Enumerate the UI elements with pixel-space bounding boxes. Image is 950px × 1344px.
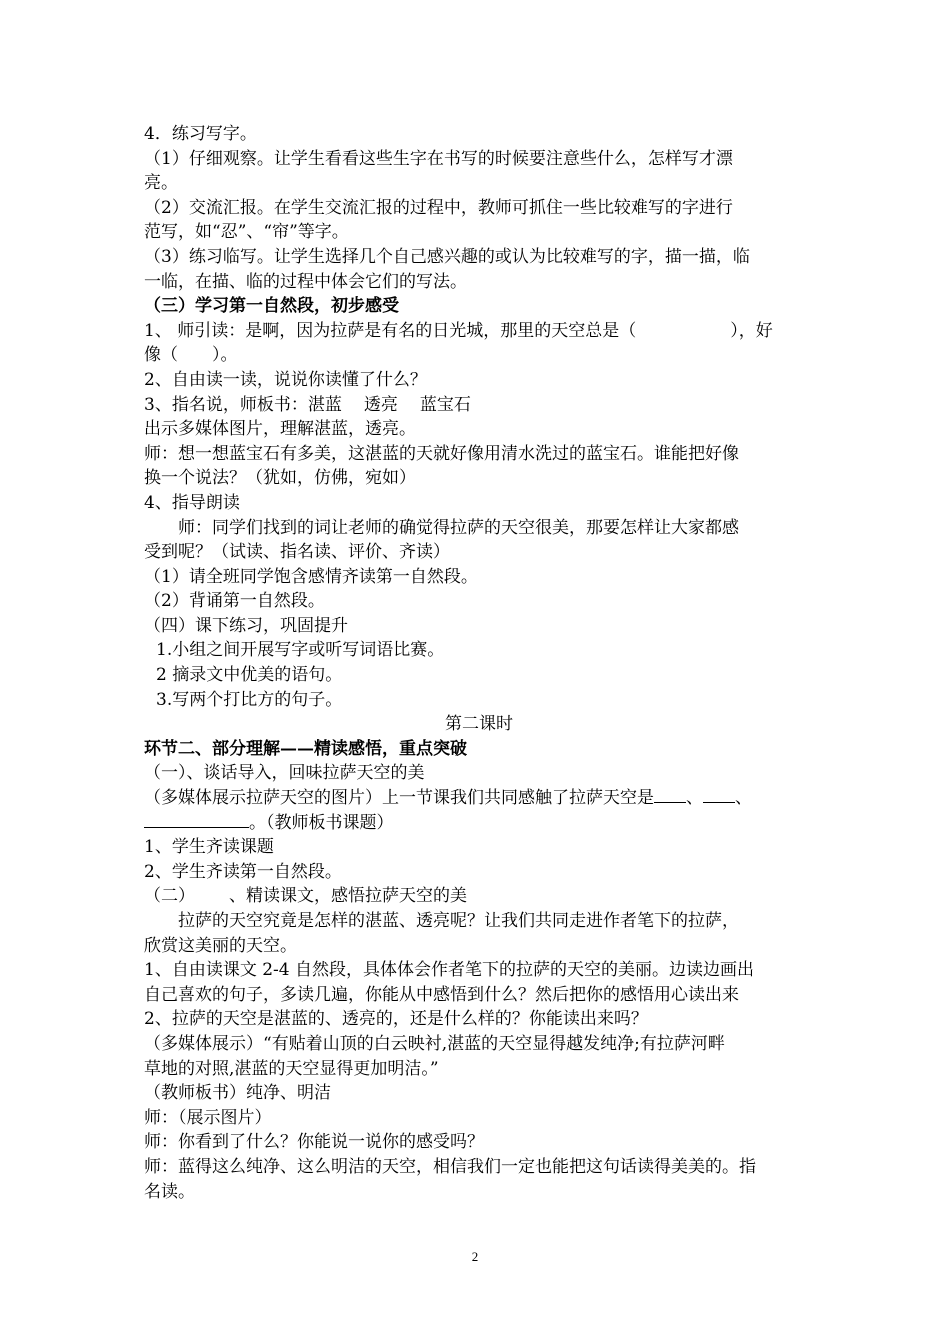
text-line: 4、指导朗读 [144,492,240,513]
text-line: 师：想一想蓝宝石有多美，这湛蓝的天就好像用清水洗过的蓝宝石。谁能把好像 [144,443,739,464]
lesson-title: 第二课时 [445,714,513,735]
page-number: 2 [471,1249,479,1264]
separator: 、 [735,788,752,809]
text-line: 亮。 [144,173,178,194]
text-line: 4．练习写字。 [144,124,257,144]
text-fragment: 透亮 [363,394,398,415]
fill-blank [144,811,249,828]
text-line: （2）交流汇报。在学生交流汇报的过程中，教师可抓住一些比较难写的字进行 [144,197,733,218]
text-line: 范写，如“忍”、“帘”等字。 [144,222,349,243]
fill-blank [703,786,735,803]
text-line: （多媒体展示）“有贴着山顶的白云映衬,湛蓝的天空显得越发纯净;有拉萨河畔 [144,1033,725,1054]
text-line: 自己喜欢的句子，多读几遍，你能从中感悟到什么？然后把你的感悟用心读出来 [144,984,739,1005]
text-line: 出示多媒体图片，理解湛蓝，透亮。 [144,419,416,440]
text-line: 3.写两个打比方的句子。 [156,689,343,710]
text-line: 1、学生齐读课题 [144,837,274,858]
text-line: 名读。 [144,1181,195,1202]
text-line: 拉萨的天空究竟是怎样的湛蓝、透亮呢？让我们共同走进作者笔下的拉萨， [178,911,739,931]
text-line: 草地的对照,湛蓝的天空显得更加明洁。” [144,1058,439,1079]
document-body [144,122,814,1204]
fill-blank [654,786,686,803]
text-line [144,393,814,418]
text-line: 师：蓝得这么纯净、这么明洁的天空，相信我们一定也能把这句话读得美美的。指 [144,1156,756,1177]
text-line: （教师板书）纯净、明洁 [144,1083,331,1104]
separator: 、 [686,788,703,809]
text-line: 一临，在描、临的过程中体会它们的写法。 [144,271,467,292]
text-line: （2）背诵第一自然段。 [144,591,325,612]
text-line: 欣赏这美丽的天空。 [144,935,297,956]
text-fragment: 蓝宝石 [419,394,471,415]
section-heading: 环节二、部分理解——精读感悟，重点突破 [144,738,467,759]
text-line: 2、拉萨的天空是湛蓝的、透亮的，还是什么样的？你能读出来吗？ [144,1009,648,1030]
text-line: 换一个说法？（犹如，仿佛，宛如） [144,468,416,489]
text-line [144,319,814,344]
text-line: （3）练习临写。让学生选择几个自己感兴趣的或认为比较难写的字，描一描，临 [144,246,750,267]
text-line: 1.小组之间开展写字或听写词语比赛。 [156,640,445,661]
text-line: 1、自由读课文 2-4 自然段，具体体会作者笔下的拉萨的天空的美丽。边读边画出 [144,960,754,981]
text-line: 师：你看到了什么？你能说一说你的感受吗？ [144,1132,484,1153]
text-fragment: 1、 师引读：是啊，因为拉萨是有名的日光城，那里的天空总是（ [144,320,637,341]
text-fragment: （多媒体展示拉萨天空的图片）上一节课我们共同感触了拉萨天空是 [144,788,654,809]
text-line: （1）请全班同学饱含感情齐读第一自然段。 [144,566,478,587]
text-fragment: （二） [144,886,195,907]
text-line [144,786,814,811]
text-line: （1）仔细观察。让学生看看这些生字在书写的时候要注意些什么，怎样写才漂 [144,148,733,169]
text-fragment: 3、指名说，师板书：湛蓝 [144,394,342,415]
text-line: 受到呢？（试读、指名读、评价、齐读） [144,542,450,563]
text-line [144,811,814,836]
text-line [144,884,814,909]
section-heading: （三）学习第一自然段，初步感受 [144,296,399,317]
text-fragment: 、精读课文，感悟拉萨天空的美 [229,886,467,907]
text-line: （一）、谈话导入，回味拉萨天空的美 [144,763,425,784]
text-line: （四）课下练习，巩固提升 [144,615,348,636]
text-line: 师：同学们找到的词让老师的确觉得拉萨的天空很美，那要怎样让大家都感 [178,517,739,538]
text-line: 2 摘录文中优美的语句。 [156,665,343,686]
text-fragment: ），好 [730,320,773,341]
text-fragment: 像（ [144,345,178,366]
text-line [144,343,814,368]
text-fragment: 。（教师板书课题） [249,812,394,833]
text-line: 师：（展示图片） [144,1107,272,1128]
text-line: 2、自由读一读，说说你读懂了什么？ [144,369,427,390]
text-line: 2、学生齐读第一自然段。 [144,861,342,882]
text-fragment: ）。 [212,345,238,366]
